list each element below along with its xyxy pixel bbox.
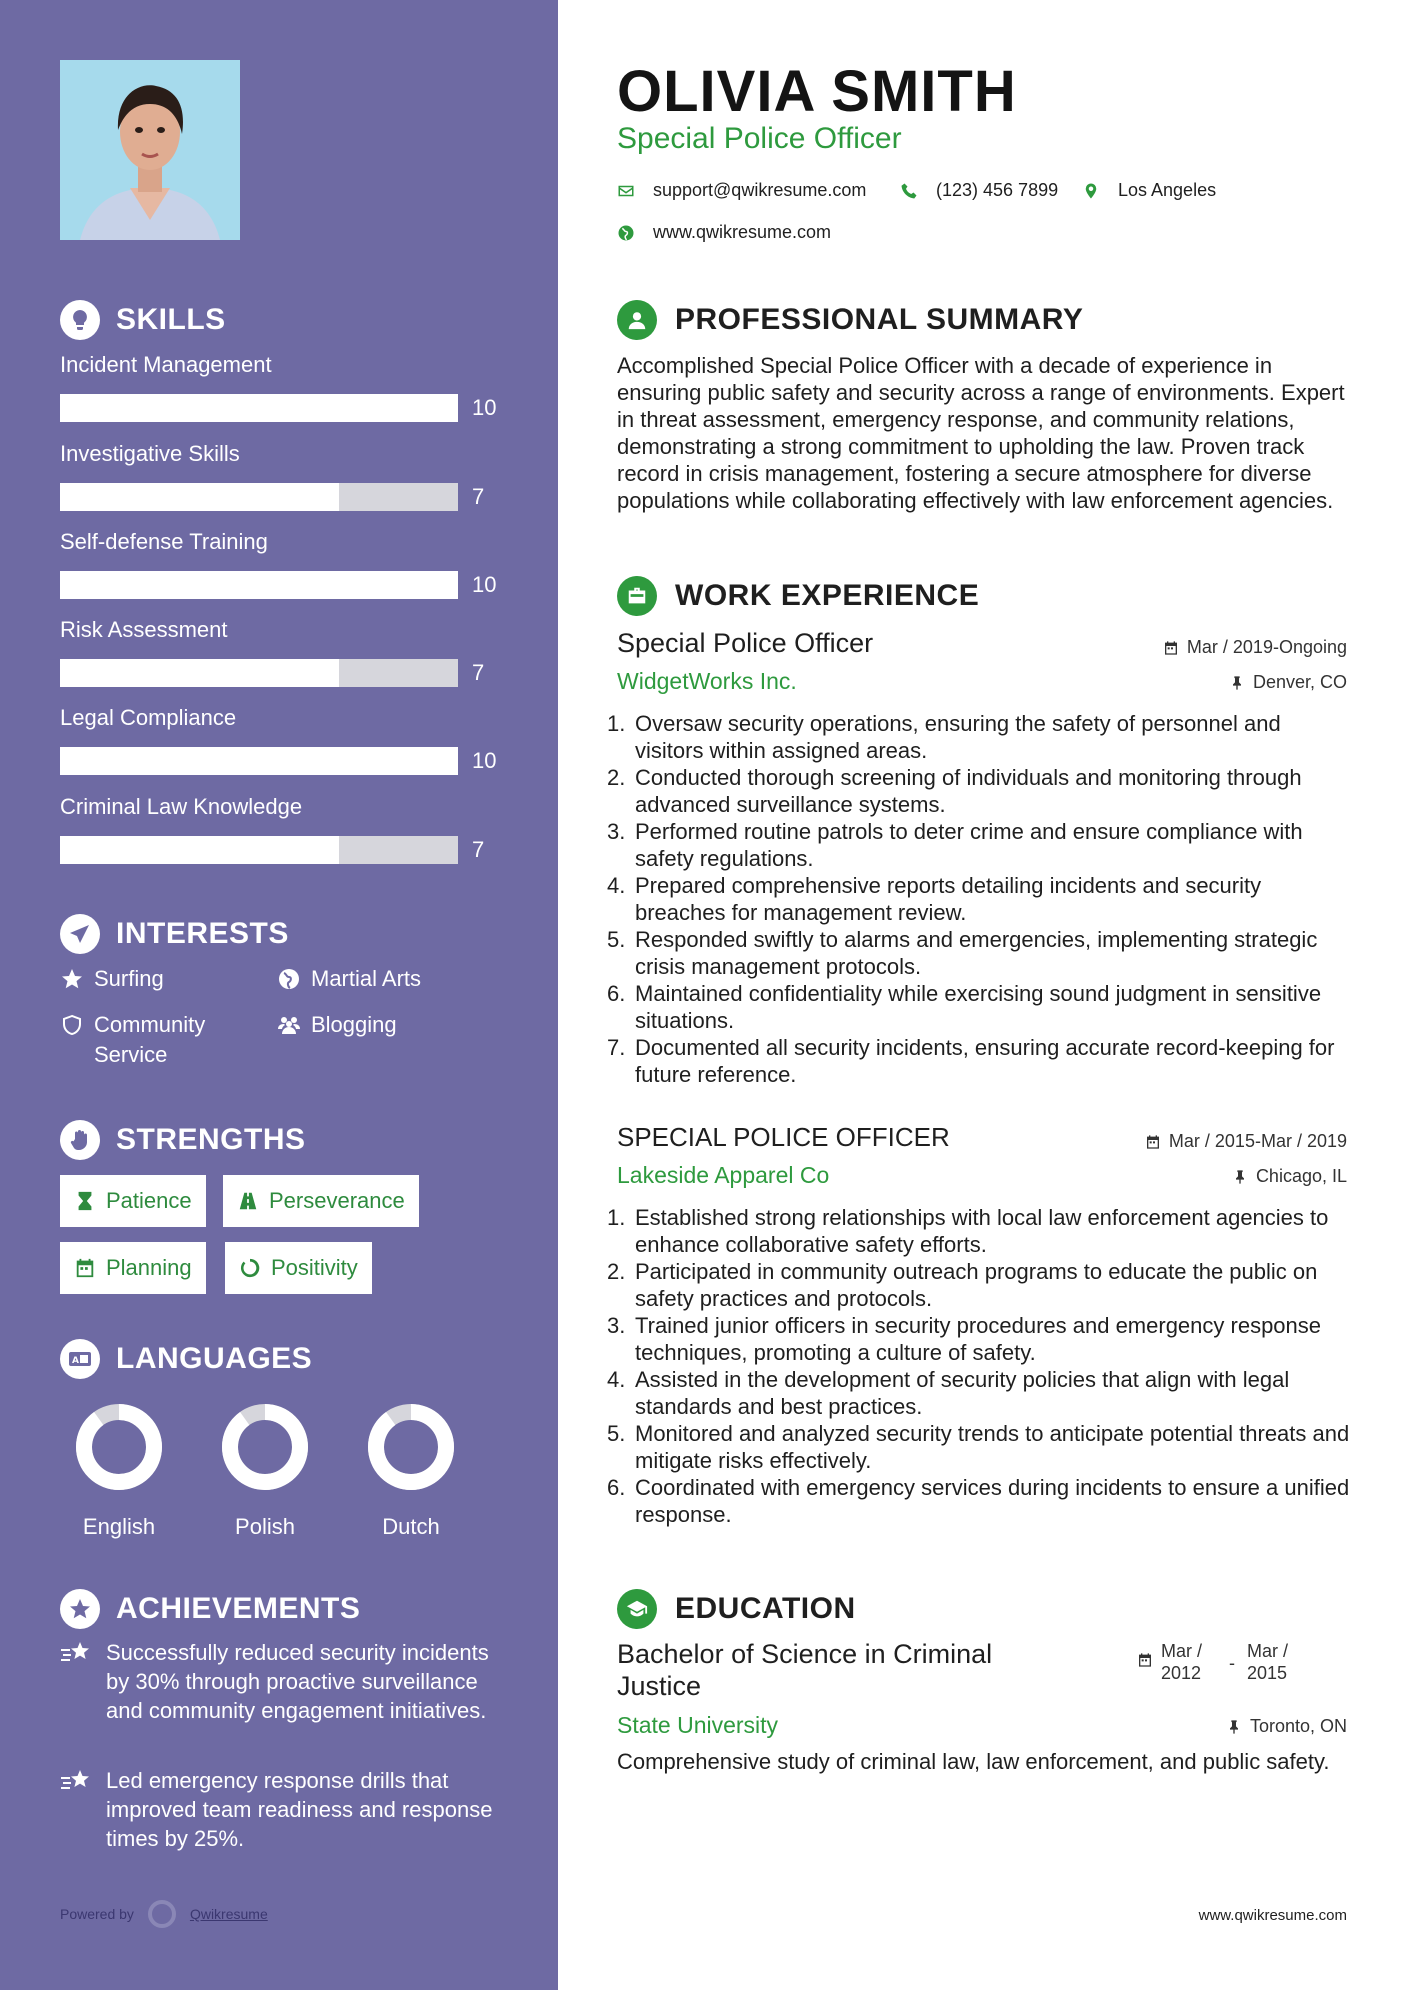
bullet-number: 5.: [607, 927, 626, 952]
bullet-number: 2.: [607, 765, 626, 790]
skill-bar: [60, 747, 458, 775]
job-bullet: [607, 980, 1352, 1034]
achievements-heading: ACHIEVEMENTS: [60, 1589, 360, 1629]
skill-level: 10: [472, 748, 497, 773]
job-bullets: [607, 1204, 1352, 1528]
star-icon: [60, 967, 84, 991]
bullet-text: Performed routine patrols to deter crime and ensure compliance with safety regulations.: [635, 819, 1303, 871]
road-icon: [237, 1190, 259, 1212]
bullet-text: Participated in community outreach programs to educate the public on safety practices and protocols.: [635, 1259, 1318, 1311]
sidebar: [0, 0, 558, 1990]
language-ring-fill: [230, 1412, 300, 1482]
skill-bar: [60, 659, 458, 687]
job-dates: Mar / 2019-Ongoing: [1163, 637, 1347, 658]
job-bullet: [607, 1366, 1352, 1420]
map-marker-icon: [1082, 182, 1100, 200]
skill-level: 7: [472, 837, 485, 862]
interest-item: Community Service: [60, 1010, 240, 1070]
pin-icon: [1229, 675, 1245, 691]
globe-icon: [617, 224, 635, 242]
briefcase-icon: [617, 576, 657, 616]
education-description: Comprehensive study of criminal law, law enforcement, and public safety.: [617, 1749, 1330, 1774]
bullet-text: Coordinated with emergency services during incidents to ensure a unified response.: [635, 1475, 1350, 1527]
bullet-text: Maintained confidentiality while exercising sound judgment in sensitive situations.: [635, 981, 1322, 1033]
skills-heading: SKILLS: [60, 300, 226, 340]
date-separator: -: [1229, 1653, 1235, 1673]
contact-website: www.qwikresume.com: [617, 222, 831, 243]
job-bullet: [607, 710, 1352, 764]
skill-bar-fill: [60, 394, 458, 422]
skill-item: [60, 794, 500, 862]
education-heading: EDUCATION: [617, 1589, 856, 1629]
bullet-number: 4.: [607, 873, 626, 898]
strength-badge: Perseverance: [223, 1175, 419, 1227]
skill-name: Legal Compliance: [60, 705, 237, 730]
bullet-text: Established strong relationships with local law enforcement agencies to enhance collaborative safety efforts.: [635, 1205, 1329, 1257]
language-ring: [220, 1402, 310, 1492]
footer-url[interactable]: www.qwikresume.com: [1198, 1907, 1347, 1924]
language-name: Polish: [235, 1514, 295, 1539]
job-bullets: [607, 710, 1352, 1088]
skill-bar: [60, 483, 458, 511]
job-bullet: [607, 764, 1352, 818]
job-bullet: [607, 818, 1352, 872]
bullet-text: Assisted in the development of security policies that align with legal standards and best practices.: [635, 1367, 1290, 1419]
strength-badge: Patience: [60, 1175, 206, 1227]
work-heading: WORK EXPERIENCE: [617, 576, 979, 616]
bullet-number: 6.: [607, 1475, 626, 1500]
bullet-number: 3.: [607, 819, 626, 844]
graduation-icon: [617, 1589, 657, 1629]
lightbulb-icon: [60, 300, 100, 340]
job-location: Chicago, IL: [1232, 1166, 1347, 1187]
language-ring-fill: [84, 1412, 154, 1482]
skill-level: 7: [472, 660, 485, 685]
language-name: English: [82, 1514, 156, 1539]
bullet-number: 2.: [607, 1259, 626, 1284]
calendar-icon: [74, 1257, 96, 1279]
job-bullet: [607, 1258, 1352, 1312]
circle-notch-icon: [239, 1257, 261, 1279]
skill-name: Incident Management: [60, 352, 272, 377]
pin-icon: [1226, 1719, 1242, 1735]
svg-text:A: A: [72, 1356, 80, 1366]
summary-heading: PROFESSIONAL SUMMARY: [617, 300, 1083, 340]
users-icon: [277, 1013, 301, 1037]
job-location: Denver, CO: [1229, 672, 1347, 693]
bullet-number: 6.: [607, 981, 626, 1006]
job-bullet: [607, 1204, 1352, 1258]
job-company: Lakeside Apparel Co: [617, 1162, 830, 1188]
school-name: State University: [617, 1712, 779, 1738]
skill-name: Criminal Law Knowledge: [60, 794, 303, 819]
skill-bar-fill: [60, 659, 339, 687]
job-title: SPECIAL POLICE OFFICER: [617, 1122, 950, 1152]
languages-heading: A LANGUAGES: [60, 1339, 312, 1379]
education-end: Mar / 2015: [1247, 1641, 1289, 1683]
skill-item: [60, 441, 500, 509]
skill-name: Self-defense Training: [60, 529, 268, 554]
job-bullet: [607, 1420, 1352, 1474]
skill-name: Risk Assessment: [60, 617, 228, 642]
skill-item: [60, 705, 500, 773]
language-name: Dutch: [382, 1514, 440, 1539]
person-title: Special Police Officer: [617, 122, 902, 155]
skill-bar-fill: [60, 747, 458, 775]
skill-bar: [60, 394, 458, 422]
education-start: Mar / 2012: [1161, 1641, 1203, 1683]
strength-badge: Planning: [60, 1242, 206, 1294]
main-content: [607, 0, 1350, 1990]
language-ring: [74, 1402, 164, 1492]
language-item: [356, 1402, 466, 1540]
skill-item: [60, 529, 500, 597]
bullet-text: Documented all security incidents, ensuring accurate record-keeping for future reference.: [635, 1035, 1335, 1087]
degree-title: Bachelor of Science in Criminal Justice: [617, 1639, 993, 1701]
contact-phone: (123) 456 7899: [900, 180, 1058, 201]
person-name: OLIVIA SMITH: [617, 59, 1017, 124]
strengths-heading: STRENGTHS: [60, 1120, 306, 1160]
contact-location: Los Angeles: [1082, 180, 1216, 201]
achievement-item: Successfully reduced security incidents by 30% through proactive surveillance and community engagement initiatives.: [60, 1638, 500, 1725]
shooting-star-icon: [60, 1768, 92, 1796]
skill-bar: [60, 571, 458, 599]
education-location: Toronto, ON: [1226, 1716, 1347, 1737]
profile-photo: [60, 60, 240, 240]
calendar-icon: [1145, 1134, 1161, 1150]
calendar-icon: [1163, 640, 1179, 656]
job-bullet: [607, 926, 1352, 980]
job-title: Special Police Officer: [617, 628, 874, 658]
interest-item: Martial Arts: [277, 964, 421, 994]
user-icon: [617, 300, 657, 340]
hand-icon: [60, 1120, 100, 1160]
shield-icon: [60, 1013, 84, 1037]
contact-email: support@qwikresume.com: [617, 180, 866, 201]
skill-bar-fill: [60, 836, 339, 864]
language-ring: [366, 1402, 456, 1492]
star-badge-icon: [60, 1589, 100, 1629]
pin-icon: [1232, 1169, 1248, 1185]
calendar-icon: [1137, 1652, 1153, 1668]
skill-name: Investigative Skills: [60, 441, 240, 466]
globe-icon: [277, 967, 301, 991]
bullet-number: 1.: [607, 1205, 626, 1230]
language-item: [64, 1402, 174, 1540]
strength-badge: Positivity: [225, 1242, 372, 1294]
language-item: [210, 1402, 320, 1540]
skill-level: 10: [472, 572, 497, 597]
powered-by: Powered by Qwikresume: [60, 1900, 268, 1928]
interest-item: Blogging: [277, 1010, 397, 1040]
bullet-text: Conducted thorough screening of individuals and monitoring through advanced surveillance systems.: [635, 765, 1302, 817]
interests-heading: INTERESTS: [60, 914, 289, 954]
language-ring-fill: [376, 1412, 446, 1482]
qwikresume-logo-icon: [148, 1900, 176, 1928]
job-bullet: [607, 1474, 1352, 1528]
qwikresume-link[interactable]: Qwikresume: [189, 1906, 268, 1922]
skill-level: 7: [472, 484, 485, 509]
job-bullet: [607, 1312, 1352, 1366]
job-dates: Mar / 2015-Mar / 2019: [1145, 1131, 1347, 1152]
bullet-text: Oversaw security operations, ensuring the safety of personnel and visitors within assigned areas.: [635, 711, 1281, 763]
job-company: WidgetWorks Inc.: [617, 668, 797, 694]
bullet-text: Trained junior officers in security procedures and emergency response techniques, promoting a culture of safety.: [635, 1313, 1322, 1365]
shooting-star-icon: [60, 1640, 92, 1668]
bullet-text: Prepared comprehensive reports detailing incidents and security breaches for management review.: [635, 873, 1262, 925]
bullet-number: 7.: [607, 1035, 626, 1060]
job-bullet: [607, 1034, 1352, 1088]
profile-portrait-image: [60, 60, 240, 240]
bullet-number: 5.: [607, 1421, 626, 1446]
achievement-item: Led emergency response drills that improved team readiness and response times by 25%.: [60, 1766, 500, 1853]
bullet-number: 4.: [607, 1367, 626, 1392]
skill-bar-fill: [60, 483, 339, 511]
education-dates: [1137, 1640, 1307, 1684]
language-icon: [60, 1339, 100, 1379]
hourglass-icon: [74, 1190, 96, 1212]
bullet-number: 3.: [607, 1313, 626, 1338]
interest-item: Surfing: [60, 964, 164, 994]
summary-text: Accomplished Special Police Officer with a decade of experience in ensuring public safety and security across a range of environments. Expert in threat assessment, emergency response, and community relations, demonstrating a strong commitment to upholding the law. Proven track record in crisis management, fostering a secure atmosphere for diverse populations while collaborating effectively with law enforcement agencies.: [617, 353, 1345, 513]
job-bullet: [607, 872, 1352, 926]
skill-item: [60, 352, 500, 420]
paper-plane-icon: [60, 914, 100, 954]
skill-bar-fill: [60, 571, 458, 599]
skill-level: 10: [472, 395, 497, 420]
bullet-text: Monitored and analyzed security trends to anticipate potential threats and mitigate risks effectively.: [635, 1421, 1350, 1473]
envelope-icon: [617, 182, 635, 200]
skill-bar: [60, 836, 458, 864]
bullet-text: Responded swiftly to alarms and emergencies, implementing strategic crisis management protocols.: [635, 927, 1318, 979]
phone-icon: [900, 182, 918, 200]
bullet-number: 1.: [607, 711, 626, 736]
skill-item: [60, 617, 500, 685]
